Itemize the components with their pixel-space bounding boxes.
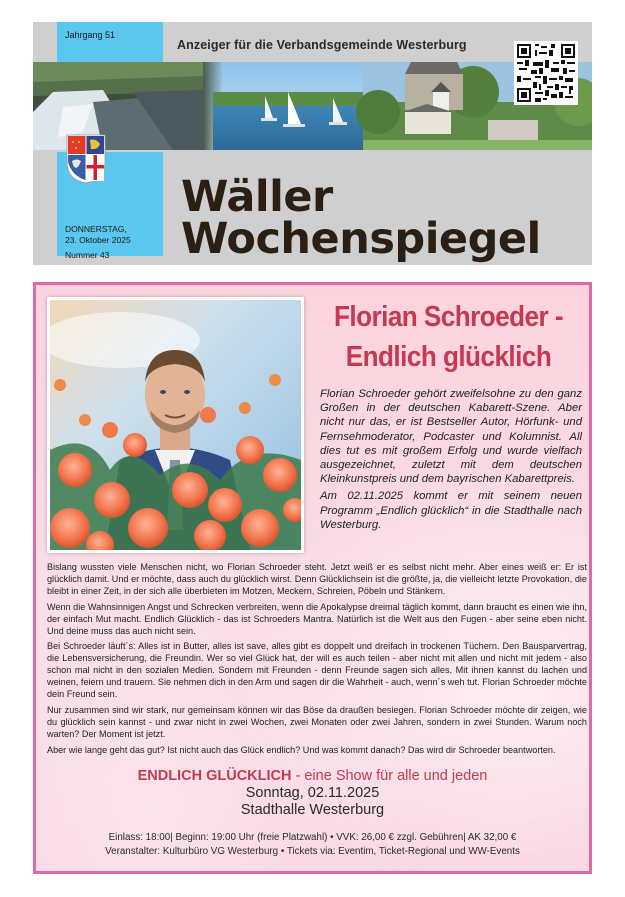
event-details: [36, 831, 589, 859]
intro-paragraph: Am 02.11.2025 kommt er mit seinem neuen Programm „Endlich glücklich“ in die Stadthalle nach Westerburg.: [320, 490, 582, 531]
qr-code-icon: [517, 44, 575, 102]
issue-number: Nummer 43: [65, 250, 110, 260]
body-paragraph: Bei Schroeder läuft´s: Alles ist in Butter, alles ist save, alles gibt es doppelt und dreifach in trockenen Tüchern. Den Bausparvertrag, die Lebensversicherung, die Freundin. Wer so viel Glück hat, der will es auch teilen - aber nicht mit allen und nicht mit jedem - also schon mal nicht in den sozialen Medien. Sondern mit Freunden - denn Freunde sagen sich alles. Mit ihnen kannst du lachen und weinen, feiern und trauern. Sie nehmen dich in den Arm und sagen dir die Wahrheit - auch, wenn´s weh tut. Florian Schroeder möchte dein Freund sein.: [47, 641, 587, 700]
headline-line-1: Florian Schroeder -: [333, 301, 564, 333]
tagline: Anzeiger für die Verbandsgemeinde Westerburg: [177, 38, 467, 52]
event-venue: Stadthalle Westerburg: [240, 802, 385, 818]
volume-label: Jahrgang 51: [65, 30, 116, 40]
coat-of-arms-icon: [66, 134, 106, 184]
title-line-2: Wochenspiegel: [181, 214, 541, 264]
body-paragraph: Wenn die Wahnsinnigen Angst und Schrecken verbreiten, wenn die Apokalypse dreimal täglich kommt, dann braucht es einen wie ihn, der einfach Mut macht. Endlich Glücklich - das ist Schroeders Mantra. Natürlich ist die Welt aus den Fugen - aber seine eben nicht. Und deine muss das auch nicht sein.: [47, 601, 587, 636]
event-details-organizer-tickets: Veranstalter: Kulturbüro VG Westerburg • Tickets via: Eventim, Ticket-Regional und WW-Events: [105, 846, 520, 857]
event-article: [33, 282, 592, 874]
event-title-rest: - eine Show für alle und jeden: [291, 768, 488, 784]
portrait-with-roses-image: [50, 300, 301, 550]
banner-photo-strip: [33, 62, 592, 150]
date: 23. Oktober 2025: [65, 235, 131, 245]
article-body: [47, 562, 587, 761]
event-info: [36, 767, 589, 859]
body-paragraph: Bislang wussten viele Menschen nicht, wo Florian Schroeder steht. Jetzt weiß er es selbst nicht mehr. Aber eines weiß er: Er ist glücklich damit. Und er möchte, dass auch du glücklich wirst. Denn Glücklichsein ist die größte, ja, die vielleicht letzte Provokation, die bleibt in einer Zeit, in der sich alle überbieten im Motzen, Meckern, Schreien, Pöbeln und Stänkern.: [47, 562, 587, 596]
headline-line-2: Endlich glücklich: [345, 341, 552, 373]
banner-image: [33, 62, 592, 150]
title-line-1: Wäller: [181, 172, 333, 222]
masthead: [33, 22, 592, 265]
article-headline: [320, 297, 577, 377]
event-date: Sonntag, 02.11.2025: [245, 785, 380, 801]
body-paragraph: Aber wie lange geht das gut? Ist nicht auch das Glück endlich? Und was kommt danach? Das wird dir Schroeder beantworten.: [47, 744, 556, 755]
event-title: [36, 767, 589, 785]
newspaper-title: [181, 172, 541, 264]
qr-code[interactable]: [514, 41, 578, 105]
article-photo: [47, 297, 304, 553]
body-paragraph: Nur zusammen sind wir stark, nur gemeinsam können wir das Böse da draußen besiegen. Florian Schroeder möchte dir zeigen, wie du glücklich sein kannst - und zwar nicht in zwei Wochen, zwei Monaten oder zwei Jahren, sondern in zwei Stunden. Warum noch warten? Der Moment ist jetzt.: [47, 704, 587, 739]
event-details-times-prices: Einlass: 18:00| Beginn: 19:00 Uhr (freie Platzwahl) • VVK: 26,00 € zzgl. Gebühren| AK 32,00 €: [108, 832, 517, 843]
event-title-bold: ENDLICH GLÜCKLICH: [137, 768, 292, 784]
volume-box: [57, 22, 163, 62]
intro-paragraph: Florian Schroeder gehört zweifelsohne zu den ganz Großen in der deutschen Kabarett-Szene. Aber nicht nur das, er ist Bestseller Autor, Hörfunk- und Fernsehmoderator, Podcaster und Kolumnist. All dies tut es mit großem Erfolg und wurde vielfach ausgezeichnet, zuletzt mit dem deutschen Kleinkunstpreis und dem bayrischen Kabarettpreis.: [320, 388, 582, 486]
weekday: DONNERSTAG,: [65, 224, 127, 234]
publication-date: [65, 224, 131, 246]
article-intro: [320, 387, 582, 532]
